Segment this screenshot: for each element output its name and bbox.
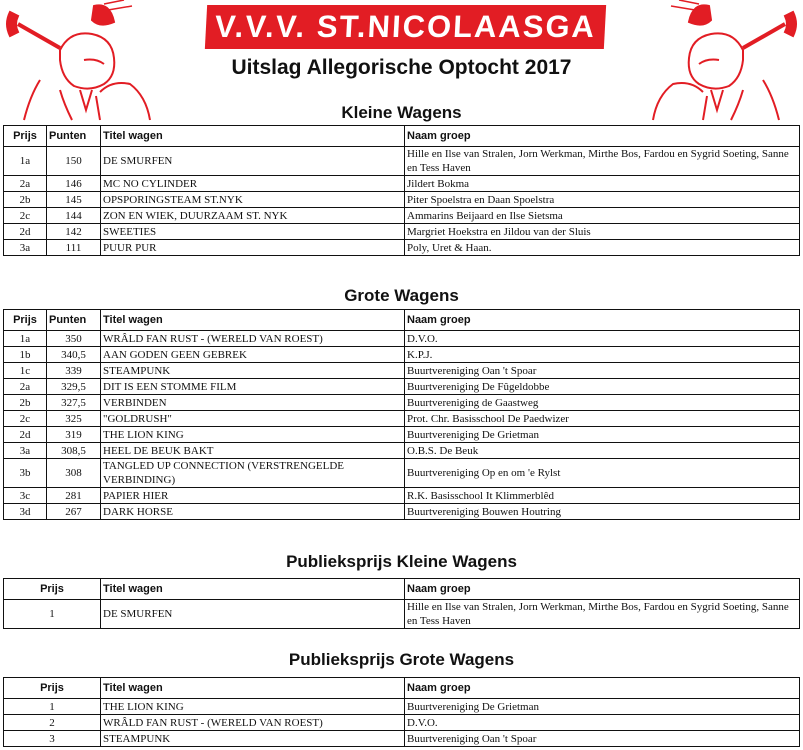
cell-titel: PUUR PUR — [101, 240, 405, 256]
table-row — [4, 488, 800, 504]
section-title-kleine-wagens: Kleine Wagens — [341, 103, 462, 122]
cell-prijs: 3d — [4, 504, 47, 520]
cell-punten: 325 — [47, 411, 101, 427]
col-header-titel: Titel wagen — [101, 579, 405, 600]
cell-prijs: 2 — [4, 715, 101, 731]
table-row — [4, 395, 800, 411]
cell-punten: 267 — [47, 504, 101, 520]
cell-groep: Ammarins Beijaard en Ilse Sietsma — [405, 208, 800, 224]
cell-punten: 327,5 — [47, 395, 101, 411]
cell-groep: D.V.O. — [405, 715, 800, 731]
col-header-titel: Titel wagen — [101, 678, 405, 699]
table-row — [4, 240, 800, 256]
cell-prijs: 3 — [4, 731, 101, 747]
cell-prijs: 3c — [4, 488, 47, 504]
cell-punten: 308 — [47, 459, 101, 488]
table-row — [4, 731, 800, 747]
col-header-prijs: Prijs — [4, 579, 101, 600]
cell-prijs: 1c — [4, 363, 47, 379]
section-title-publieksprijs-kleine: Publieksprijs Kleine Wagens — [286, 552, 517, 571]
cell-prijs: 3a — [4, 443, 47, 459]
section-title-publieksprijs-grote: Publieksprijs Grote Wagens — [288, 650, 515, 669]
cell-titel: OPSPORINGSTEAM ST.NYK — [101, 192, 405, 208]
cell-punten: 329,5 — [47, 379, 101, 395]
col-header-prijs: Prijs — [4, 310, 47, 331]
table-row — [4, 699, 800, 715]
table-row — [4, 224, 800, 240]
cell-prijs: 1 — [4, 699, 101, 715]
cell-groep: Piter Spoelstra en Daan Spoelstra — [405, 192, 800, 208]
cell-groep: D.V.O. — [405, 331, 800, 347]
table-row — [4, 379, 800, 395]
cell-punten: 146 — [47, 176, 101, 192]
cell-prijs: 1a — [4, 147, 47, 176]
cell-titel: HEEL DE BEUK BAKT — [101, 443, 405, 459]
page-title: Uitslag Allegorische Optocht 2017 — [231, 56, 572, 79]
cell-groep: Buurtvereniging De Grietman — [405, 427, 800, 443]
cell-titel: WRÂLD FAN RUST - (WERELD VAN ROEST) — [101, 715, 405, 731]
cell-groep: Buurtvereniging De Grietman — [405, 699, 800, 715]
cell-groep: Buurtvereniging Oan 't Spoar — [405, 731, 800, 747]
cell-titel: DE SMURFEN — [101, 147, 405, 176]
col-header-punten: Punten — [47, 310, 101, 331]
cell-titel: DARK HORSE — [101, 504, 405, 520]
cell-groep: Buurtvereniging De Fûgeldobbe — [405, 379, 800, 395]
cell-prijs: 3a — [4, 240, 47, 256]
cell-groep: Prot. Chr. Basisschool De Paedwizer — [405, 411, 800, 427]
cell-prijs: 2c — [4, 208, 47, 224]
cell-prijs: 2b — [4, 192, 47, 208]
cell-titel: MC NO CYLINDER — [101, 176, 405, 192]
cell-prijs: 2a — [4, 176, 47, 192]
cell-groep: K.P.J. — [405, 347, 800, 363]
cell-titel: TANGLED UP CONNECTION (VERSTRENGELDE VERBINDING) — [101, 459, 405, 488]
col-header-titel: Titel wagen — [101, 310, 405, 331]
cell-groep: O.B.S. De Beuk — [405, 443, 800, 459]
cell-titel: "GOLDRUSH" — [101, 411, 405, 427]
cell-punten: 142 — [47, 224, 101, 240]
col-header-punten: Punten — [47, 126, 101, 147]
cell-titel: AAN GODEN GEEN GEBREK — [101, 347, 405, 363]
cell-prijs: 1a — [4, 331, 47, 347]
cell-groep: Hille en Ilse van Stralen, Jorn Werkman, Mirthe Bos, Fardou en Sygrid Soeting, Sanne en Tess Haven — [405, 147, 800, 176]
cell-punten: 150 — [47, 147, 101, 176]
table-row — [4, 176, 800, 192]
cell-prijs: 1 — [4, 600, 101, 629]
cell-groep: Buurtvereniging de Gaastweg — [405, 395, 800, 411]
cell-groep: Jildert Bokma — [405, 176, 800, 192]
cell-punten: 350 — [47, 331, 101, 347]
cell-titel: VERBINDEN — [101, 395, 405, 411]
cell-groep: R.K. Basisschool It Klimmerblêd — [405, 488, 800, 504]
cell-titel: DIT IS EEN STOMME FILM — [101, 379, 405, 395]
table-row — [4, 504, 800, 520]
table-row — [4, 363, 800, 379]
cell-groep: Buurtvereniging Oan 't Spoar — [405, 363, 800, 379]
cell-prijs: 2c — [4, 411, 47, 427]
table-row — [4, 147, 800, 176]
cell-prijs: 2b — [4, 395, 47, 411]
cell-groep: Margriet Hoekstra en Jildou van der Sluis — [405, 224, 800, 240]
col-header-groep: Naam groep — [405, 126, 800, 147]
cell-prijs: 1b — [4, 347, 47, 363]
table-row — [4, 715, 800, 731]
cell-prijs: 2a — [4, 379, 47, 395]
club-banner: V.V.V. ST.NICOLAASGA — [205, 5, 606, 49]
cell-titel: WRÂLD FAN RUST - (WERELD VAN ROEST) — [101, 331, 405, 347]
cell-prijs: 3b — [4, 459, 47, 488]
cell-punten: 339 — [47, 363, 101, 379]
publieksprijs-kleine-table — [3, 578, 800, 629]
col-header-groep: Naam groep — [405, 579, 800, 600]
cell-groep: Buurtvereniging Op en om 'e Rylst — [405, 459, 800, 488]
table-row — [4, 459, 800, 488]
cell-titel: DE SMURFEN — [101, 600, 405, 629]
cell-titel: STEAMPUNK — [101, 363, 405, 379]
cell-groep: Buurtvereniging Bouwen Houtring — [405, 504, 800, 520]
table-row — [4, 347, 800, 363]
publieksprijs-grote-table — [3, 677, 800, 747]
cell-punten: 281 — [47, 488, 101, 504]
cell-prijs: 2d — [4, 224, 47, 240]
cell-titel: THE LION KING — [101, 427, 405, 443]
table-row — [4, 192, 800, 208]
col-header-prijs: Prijs — [4, 126, 47, 147]
grote-wagens-table — [3, 309, 800, 520]
cell-groep: Poly, Uret & Haan. — [405, 240, 800, 256]
table-row — [4, 427, 800, 443]
cell-titel: THE LION KING — [101, 699, 405, 715]
section-title-grote-wagens: Grote Wagens — [344, 286, 459, 305]
col-header-groep: Naam groep — [405, 678, 800, 699]
cell-punten: 319 — [47, 427, 101, 443]
cell-titel: STEAMPUNK — [101, 731, 405, 747]
col-header-titel: Titel wagen — [101, 126, 405, 147]
cell-punten: 144 — [47, 208, 101, 224]
cell-groep: Hille en Ilse van Stralen, Jorn Werkman, Mirthe Bos, Fardou en Sygrid Soeting, Sanne en Tess Haven — [405, 600, 800, 629]
cell-punten: 145 — [47, 192, 101, 208]
table-row — [4, 600, 800, 629]
cell-punten: 111 — [47, 240, 101, 256]
table-row — [4, 208, 800, 224]
kleine-wagens-table — [3, 125, 800, 256]
cell-punten: 340,5 — [47, 347, 101, 363]
cell-punten: 308,5 — [47, 443, 101, 459]
table-row — [4, 443, 800, 459]
col-header-prijs: Prijs — [4, 678, 101, 699]
table-row — [4, 411, 800, 427]
table-row — [4, 331, 800, 347]
col-header-groep: Naam groep — [405, 310, 800, 331]
cell-titel: PAPIER HIER — [101, 488, 405, 504]
cell-prijs: 2d — [4, 427, 47, 443]
cell-titel: ZON EN WIEK, DUURZAAM ST. NYK — [101, 208, 405, 224]
cell-titel: SWEETIES — [101, 224, 405, 240]
